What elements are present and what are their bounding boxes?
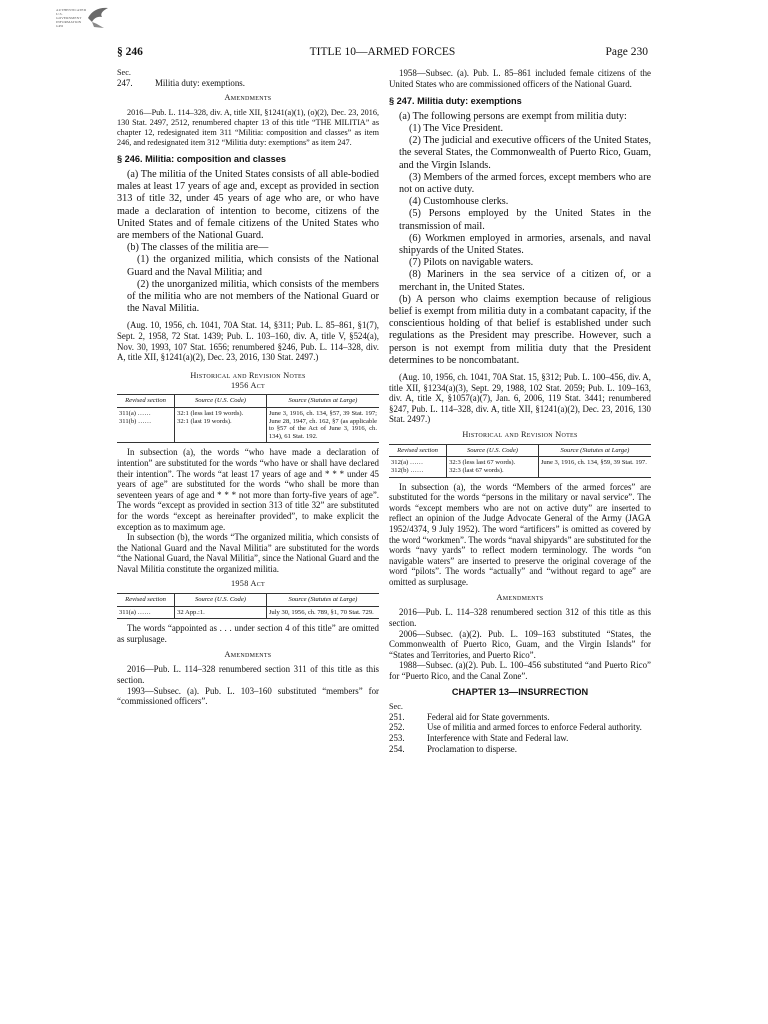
amendments-heading: Amendments	[224, 93, 272, 103]
gpo-authentication-seal	[56, 4, 112, 30]
toc-item-number: 247.	[117, 77, 133, 88]
header-section: § 246	[117, 46, 143, 58]
table-cell: 32:3 (less last 67 words). 32:3 (last 67 words).	[447, 457, 539, 477]
section-247-subsec-b: (b) A person who claims exemption because of religious belief is exempt from militia duty in a combatant capacity, if the conscientious holding of that belief is established under such regulations as the President may prescribe. However, such a person is not exempt from militia duty that the President determines to be noncombatant.	[389, 293, 651, 366]
historical-notes-heading: Historical and Revision Notes	[190, 370, 306, 380]
toc-item	[389, 744, 651, 755]
toc-item-text: Use of militia and armed forces to enforce Federal authority.	[427, 722, 642, 733]
section-246-heading: § 246. Militia: composition and classes	[117, 154, 287, 165]
table-cell: 312(a) …… 312(b) ……	[389, 457, 447, 477]
exemption-item: (6) Workmen employed in armories, arsenals, and naval shipyards of the United States.	[399, 232, 651, 257]
toc-item-text: Interference with State and Federal law.	[427, 733, 569, 744]
table-header: Revised section	[117, 594, 175, 607]
page-header	[117, 46, 648, 62]
exemption-item: (3) Members of the armed forces, except members who are not on active duty.	[399, 171, 651, 195]
table-header: Source (Statutes at Large)	[538, 444, 651, 457]
right-column	[389, 68, 651, 754]
revision-table-1958	[117, 593, 379, 619]
amendment-note: 2016—Pub. L. 114–328 renumbered section 311 of this title as this section.	[117, 664, 379, 686]
exemption-item: (1) The Vice President.	[409, 122, 504, 134]
toc-item-number: 252.	[389, 722, 405, 733]
table-row	[389, 457, 651, 477]
table-header: Source (Statutes at Large)	[266, 594, 379, 607]
revision-note: In subsection (b), the words “The organized militia, which consists of the National Guard and the Naval Militia” are substituted for the words “the National Guard, the Naval Militia”, since the National Guard and the Naval Militia constitute the organized militia.	[117, 532, 379, 574]
table-cell: 311(a) ……	[117, 606, 175, 619]
toc-item	[389, 733, 651, 744]
exemption-item: (2) The judicial and executive officers of the United States, the several States, the Commonwealth of Puerto Rico, Guam, and the Virgin Islands.	[399, 135, 651, 171]
toc-label: Sec.	[389, 702, 403, 712]
toc-item	[389, 722, 651, 733]
table-cell: 311(a) …… 311(b) ……	[117, 407, 175, 442]
table-cell: June 3, 1916, ch. 134, §59, 39 Stat. 197.	[538, 457, 651, 477]
amendment-note: 2006—Subsec. (a)(2). Pub. L. 109–163 substituted “States, the Commonwealth of Puerto Rico, Guam, and the Virgin Islands” for “States and Territories, and Puerto Rico”.	[389, 628, 651, 660]
toc-label: Sec.	[117, 68, 131, 77]
historical-notes-heading: Historical and Revision Notes	[462, 430, 578, 440]
amendments-heading: Amendments	[224, 649, 272, 659]
toc-item-number: 251.	[389, 711, 405, 722]
revision-table-1956	[117, 394, 379, 443]
section-246-para-1: (1) the organized militia, which consists of the National Guard and the Naval Militia; and	[127, 254, 379, 278]
section-247-subsec-a: (a) The following persons are exempt from militia duty:	[399, 110, 627, 122]
revision-table-247	[389, 444, 651, 478]
amendment-note: 2016—Pub. L. 114–328, div. A, title XII, §1241(a)(1), (o)(2), Dec. 23, 2016, 130 Stat. 2497, 2512, renumbered chapter 13 of this title “THE MILITIA” as chapter 12, redesignated item 311 “Militia: composition and classes” as item 246, and redesignated item 312 “Militia duty: exemptions” as item 247.	[117, 108, 379, 147]
table-cell: June 3, 1916, ch. 134, §57, 39 Stat. 197; June 28, 1947, ch. 162, §7 (as applicable to §57 of the Act of June 3, 1916, ch. 134), 61 Stat. 192.	[266, 407, 379, 442]
table-header: Revised section	[389, 444, 447, 457]
toc-item-text: Militia duty: exemptions.	[155, 77, 245, 88]
exemption-item: (5) Persons employed by the United States in the transmission of mail.	[399, 208, 651, 232]
table-header: Revised section	[117, 395, 175, 408]
table-header: Source (Statutes at Large)	[266, 395, 379, 408]
section-246-subsec-a: (a) The militia of the United States consists of all able-bodied males at least 17 years of age and, except as provided in section 313 of title 32, under 45 years of age who are, or who have made a declaration of intention to become, citizens of the United States and of female citizens of the United States who are members of the National Guard.	[117, 168, 379, 241]
header-page-number: Page 230	[605, 46, 648, 58]
act-1958-heading: 1958 Act	[231, 579, 265, 589]
chapter-13-heading: CHAPTER 13—INSURRECTION	[451, 687, 589, 698]
amendment-note: 1958—Subsec. (a). Pub. L. 85–861 included female citizens of the United States who are commissioned officers of the National Guard.	[389, 68, 651, 89]
table-header: Source (U.S. Code)	[175, 594, 267, 607]
toc-item-text: Federal aid for State governments.	[427, 711, 550, 722]
amendment-note: 2016—Pub. L. 114–328 renumbered section 312 of this title as this section.	[389, 607, 651, 628]
amendment-note: 1993—Subsec. (a). Pub. L. 103–160 substituted “members” for “commissioned officers”.	[117, 685, 379, 707]
section-246-subsec-b: (b) The classes of the militia are—	[127, 242, 269, 254]
section-247-heading: § 247. Militia duty: exemptions	[389, 96, 522, 107]
header-title: TITLE 10—ARMED FORCES	[309, 46, 456, 58]
toc-item-text: Proclamation to disperse.	[427, 743, 517, 754]
source-credit-246: (Aug. 10, 1956, ch. 1041, 70A Stat. 14, §311; Pub. L. 85–861, §1(7), Sept. 2, 1958, 72 Stat. 1439; Pub. L. 103–160, div. A, title V, §524(a), Nov. 30, 1993, 107 Stat. 1656; renumbered §246, Pub. L. 114–328, div. A, title XII, §1241(a)(2), Dec. 23, 2016, 130 Stat. 2497.)	[117, 320, 379, 363]
revision-note: In subsection (a), the words “Members of the armed forces” are substituted for the words “persons in the military or naval service”. The words “except members who are not on active duty” are inserted to reflect an opinion of the Judge Advocate General of the Army (JAGA 1952/4374, 9 July 1952). The word “artificers” is omitted as covered by the word “workmen”. The words “naval shipyards” are substituted for the words “navy yards” to reflect modern terminology. The words “on navigable waters” are inserted to preserve the original coverage of the word “pilots”. The words “actually” and “without regard to age” are omitted as surplusage.	[389, 481, 651, 587]
source-credit-247: (Aug. 10, 1956, ch. 1041, 70A Stat. 15, §312; Pub. L. 100–456, div. A, title XII, §1234(a)(3), Sept. 29, 1988, 102 Stat. 2059; Pub. L. 109–163, div. A, title X, §1057(a)(7), Jan. 6, 2006, 119 Stat. 3441; renumbered §247, Pub. L. 114–328, div. A, title XII, §1241(a)(2), Dec. 23, 2016, 130 Stat. 2497.)	[389, 372, 651, 425]
table-cell: 32:1 (less last 19 words). 32:1 (last 19 words).	[175, 407, 267, 442]
table-cell: 32 App.:1.	[175, 606, 267, 619]
table-row	[117, 606, 379, 619]
exemption-item: (8) Mariners in the sea service of a citizen of, or a merchant in, the United States.	[399, 269, 651, 293]
revision-note: In subsection (a), the words “who have made a declaration of intention” are substituted for the words “who have or shall have declared their intention”. The words “at least 17 years of age and * * * under 45 years of age” are substituted for the words “who shall be more than seventeen years of age and * * * not more than forty-five years of age”. The words “except as provided in section 313 of title 32” are substituted for the words “except as hereinafter provided”, to make explicit the exception as to maximum age.	[117, 447, 379, 532]
toc-item	[389, 712, 651, 723]
amendment-note: 1988—Subsec. (a)(2). Pub. L. 100–456 substituted “and Puerto Rico” for “Puerto Rico, and the Canal Zone”.	[389, 660, 651, 681]
amendments-heading: Amendments	[496, 592, 544, 602]
toc-item-number: 253.	[389, 733, 405, 744]
toc-item-number: 254.	[389, 743, 405, 754]
toc-item	[117, 78, 379, 89]
left-column	[117, 68, 379, 707]
act-1956-heading: 1956 Act	[231, 380, 265, 390]
table-header: Source (U.S. Code)	[175, 395, 267, 408]
section-246-para-2: (2) the unorganized militia, which consists of the members of the militia who are not members of the National Guard or the Naval Militia.	[127, 278, 379, 315]
table-cell: July 30, 1956, ch. 789, §1, 70 Stat. 729.	[266, 606, 379, 619]
exemption-item: (7) Pilots on navigable waters.	[409, 257, 534, 269]
revision-note: The words “appointed as . . . under section 4 of this title” are omitted as surplusage.	[117, 623, 379, 645]
seal-text: AUTHENTICATED U.S. GOVERNMENT INFORMATION GPO	[56, 8, 87, 28]
exemption-item: (4) Customhouse clerks.	[409, 196, 509, 208]
table-row	[117, 407, 379, 442]
table-header: Source (U.S. Code)	[447, 444, 539, 457]
